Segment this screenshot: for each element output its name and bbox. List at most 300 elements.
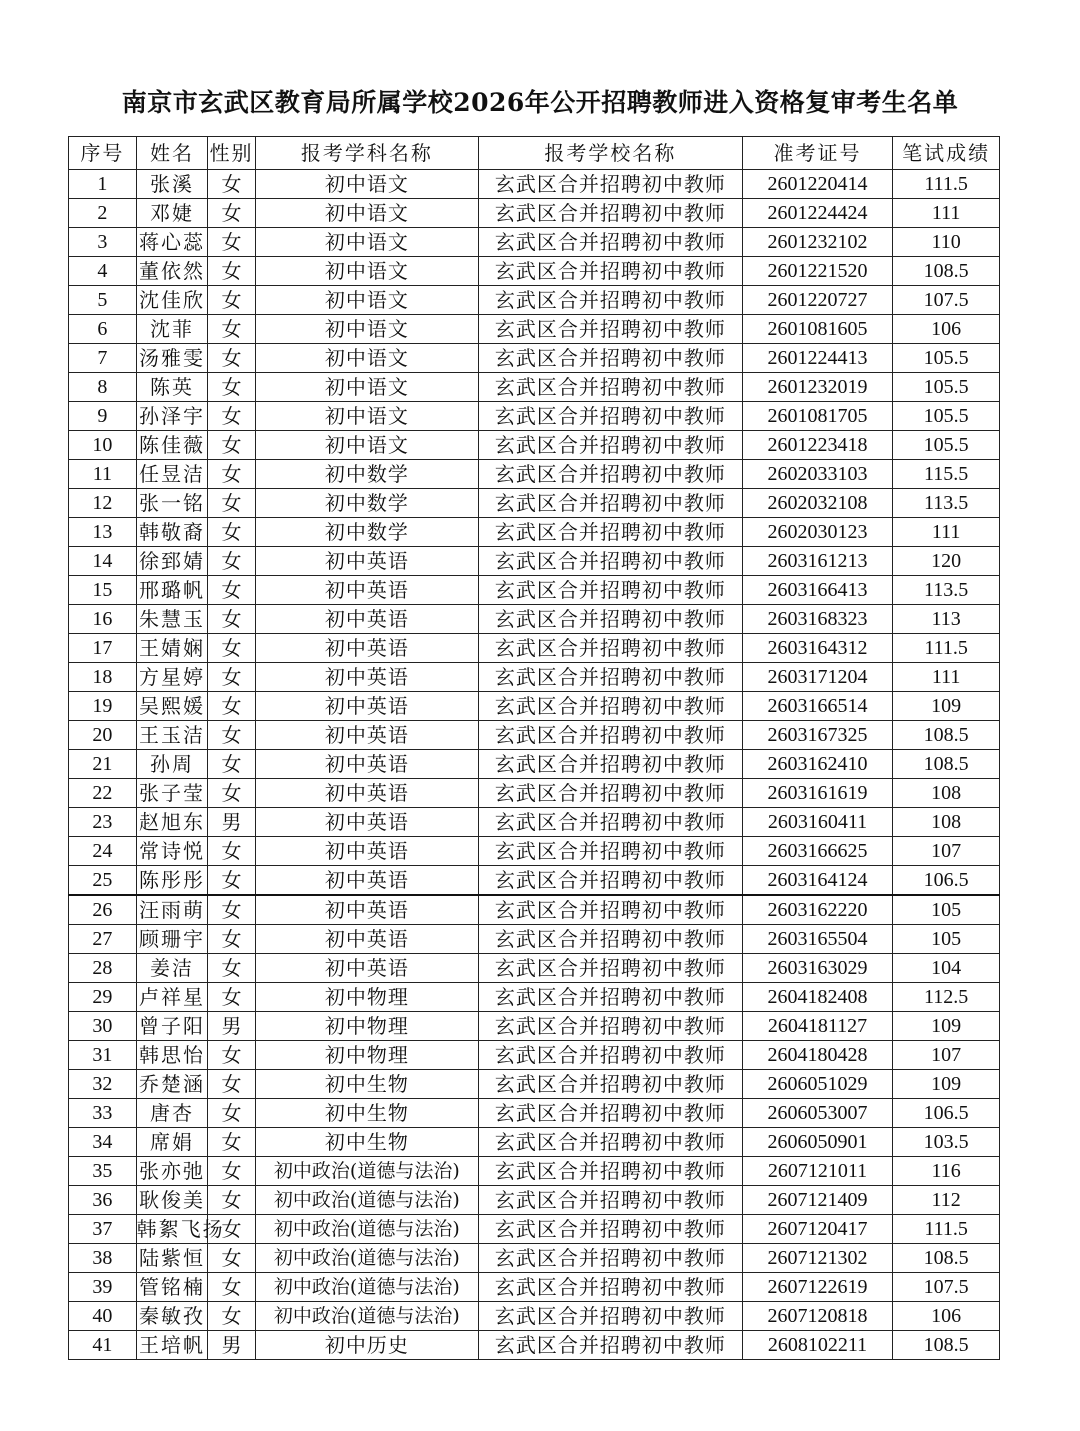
cell-name: 耿俊美 — [136, 1186, 208, 1215]
cell-gender: 女 — [208, 1302, 255, 1331]
cell-subject: 初中物理 — [255, 983, 479, 1012]
cell-ticket-number: 2601224413 — [742, 344, 893, 373]
cell-name: 孙周 — [136, 750, 208, 779]
cell-subject: 初中语文 — [255, 344, 479, 373]
cell-subject: 初中政治(道德与法治) — [255, 1157, 479, 1186]
cell-gender: 女 — [208, 344, 255, 373]
cell-name: 张一铭 — [136, 489, 208, 518]
cell-ticket-number: 2607120417 — [742, 1215, 893, 1244]
header-name: 姓名 — [136, 137, 208, 170]
table-row — [69, 228, 1000, 257]
cell-index: 21 — [69, 750, 137, 779]
table-row — [69, 605, 1000, 634]
cell-gender: 女 — [208, 286, 255, 315]
cell-name: 韩思怡 — [136, 1041, 208, 1070]
cell-gender: 女 — [208, 1041, 255, 1070]
cell-school: 玄武区合并招聘初中教师 — [479, 170, 743, 199]
cell-index: 11 — [69, 460, 137, 489]
cell-name: 汤雅雯 — [136, 344, 208, 373]
cell-name: 秦敏孜 — [136, 1302, 208, 1331]
cell-subject: 初中生物 — [255, 1070, 479, 1099]
cell-written-score: 107 — [893, 837, 1000, 866]
table-row — [69, 1331, 1000, 1360]
cell-name: 王婧娴 — [136, 634, 208, 663]
cell-ticket-number: 2607121409 — [742, 1186, 893, 1215]
cell-index: 2 — [69, 199, 137, 228]
cell-written-score: 112 — [893, 1186, 1000, 1215]
cell-subject: 初中政治(道德与法治) — [255, 1273, 479, 1302]
cell-index: 18 — [69, 663, 137, 692]
table-row — [69, 431, 1000, 460]
cell-name: 董依然 — [136, 257, 208, 286]
cell-school: 玄武区合并招聘初中教师 — [479, 663, 743, 692]
cell-ticket-number: 2607122619 — [742, 1273, 893, 1302]
cell-name: 管铭楠 — [136, 1273, 208, 1302]
cell-school: 玄武区合并招聘初中教师 — [479, 692, 743, 721]
cell-index: 1 — [69, 170, 137, 199]
cell-written-score: 106.5 — [893, 1099, 1000, 1128]
cell-subject: 初中英语 — [255, 692, 479, 721]
cell-gender: 女 — [208, 866, 255, 896]
cell-ticket-number: 2603161619 — [742, 779, 893, 808]
cell-ticket-number: 2603164124 — [742, 866, 893, 896]
table-row — [69, 634, 1000, 663]
table-row — [69, 402, 1000, 431]
table-row — [69, 866, 1000, 896]
cell-school: 玄武区合并招聘初中教师 — [479, 634, 743, 663]
cell-index: 25 — [69, 866, 137, 896]
cell-school: 玄武区合并招聘初中教师 — [479, 837, 743, 866]
table-row — [69, 170, 1000, 199]
table-row — [69, 257, 1000, 286]
cell-school: 玄武区合并招聘初中教师 — [479, 808, 743, 837]
cell-name: 张亦弛 — [136, 1157, 208, 1186]
table-row — [69, 576, 1000, 605]
cell-name: 姜洁 — [136, 954, 208, 983]
table-row — [69, 1273, 1000, 1302]
cell-ticket-number: 2602030123 — [742, 518, 893, 547]
cell-ticket-number: 2603166625 — [742, 837, 893, 866]
cell-name: 沈佳欣 — [136, 286, 208, 315]
cell-written-score: 111.5 — [893, 170, 1000, 199]
cell-written-score: 111 — [893, 518, 1000, 547]
cell-school: 玄武区合并招聘初中教师 — [479, 721, 743, 750]
cell-subject: 初中英语 — [255, 547, 479, 576]
cell-written-score: 113 — [893, 605, 1000, 634]
cell-index: 17 — [69, 634, 137, 663]
cell-school: 玄武区合并招聘初中教师 — [479, 1273, 743, 1302]
cell-gender: 女 — [208, 460, 255, 489]
cell-index: 14 — [69, 547, 137, 576]
cell-subject: 初中语文 — [255, 199, 479, 228]
cell-ticket-number: 2601223418 — [742, 431, 893, 460]
cell-index: 35 — [69, 1157, 137, 1186]
cell-index: 6 — [69, 315, 137, 344]
cell-subject: 初中历史 — [255, 1331, 479, 1360]
cell-school: 玄武区合并招聘初中教师 — [479, 983, 743, 1012]
cell-subject: 初中英语 — [255, 866, 479, 896]
cell-gender: 女 — [208, 954, 255, 983]
cell-subject: 初中生物 — [255, 1128, 479, 1157]
candidate-table — [68, 136, 1000, 1360]
table-row — [69, 315, 1000, 344]
table-row — [69, 1012, 1000, 1041]
cell-school: 玄武区合并招聘初中教师 — [479, 1012, 743, 1041]
cell-ticket-number: 2603171204 — [742, 663, 893, 692]
cell-name: 席娟 — [136, 1128, 208, 1157]
cell-school: 玄武区合并招聘初中教师 — [479, 1157, 743, 1186]
cell-subject: 初中物理 — [255, 1012, 479, 1041]
cell-written-score: 111 — [893, 199, 1000, 228]
cell-name: 王玉洁 — [136, 721, 208, 750]
cell-gender: 女 — [208, 228, 255, 257]
cell-subject: 初中语文 — [255, 170, 479, 199]
table-row — [69, 518, 1000, 547]
cell-index: 28 — [69, 954, 137, 983]
cell-ticket-number: 2606051029 — [742, 1070, 893, 1099]
cell-school: 玄武区合并招聘初中教师 — [479, 1331, 743, 1360]
cell-gender: 女 — [208, 837, 255, 866]
cell-index: 34 — [69, 1128, 137, 1157]
cell-gender: 女 — [208, 518, 255, 547]
table-row — [69, 983, 1000, 1012]
cell-ticket-number: 2602032108 — [742, 489, 893, 518]
cell-subject: 初中语文 — [255, 257, 479, 286]
cell-written-score: 109 — [893, 1012, 1000, 1041]
cell-name: 王培帆 — [136, 1331, 208, 1360]
header-school: 报考学校名称 — [479, 137, 743, 170]
cell-index: 19 — [69, 692, 137, 721]
cell-index: 22 — [69, 779, 137, 808]
cell-gender: 女 — [208, 431, 255, 460]
cell-name: 朱慧玉 — [136, 605, 208, 634]
cell-ticket-number: 2602033103 — [742, 460, 893, 489]
cell-subject: 初中数学 — [255, 460, 479, 489]
cell-index: 10 — [69, 431, 137, 460]
cell-gender: 女 — [208, 547, 255, 576]
cell-ticket-number: 2607121011 — [742, 1157, 893, 1186]
cell-school: 玄武区合并招聘初中教师 — [479, 431, 743, 460]
cell-school: 玄武区合并招聘初中教师 — [479, 460, 743, 489]
cell-name: 陈英 — [136, 373, 208, 402]
cell-school: 玄武区合并招聘初中教师 — [479, 750, 743, 779]
cell-gender: 女 — [208, 721, 255, 750]
table-row — [69, 1070, 1000, 1099]
cell-written-score: 112.5 — [893, 983, 1000, 1012]
cell-subject: 初中语文 — [255, 315, 479, 344]
cell-ticket-number: 2603162410 — [742, 750, 893, 779]
cell-written-score: 107 — [893, 1041, 1000, 1070]
cell-subject: 初中英语 — [255, 895, 479, 925]
cell-ticket-number: 2603166514 — [742, 692, 893, 721]
cell-school: 玄武区合并招聘初中教师 — [479, 779, 743, 808]
cell-name: 徐郅婧 — [136, 547, 208, 576]
cell-ticket-number: 2603165504 — [742, 925, 893, 954]
cell-name: 韩敬裔 — [136, 518, 208, 547]
cell-written-score: 106 — [893, 1302, 1000, 1331]
cell-name: 方星婷 — [136, 663, 208, 692]
cell-gender: 女 — [208, 1070, 255, 1099]
cell-gender: 女 — [208, 402, 255, 431]
header-written-score: 笔试成绩 — [893, 137, 1000, 170]
cell-index: 15 — [69, 576, 137, 605]
header-ticket-number: 准考证号 — [742, 137, 893, 170]
cell-written-score: 108.5 — [893, 257, 1000, 286]
cell-name: 孙泽宇 — [136, 402, 208, 431]
cell-name: 邢璐帆 — [136, 576, 208, 605]
document-title: 南京市玄武区教育局所属学校2026年公开招聘教师进入资格复审考生名单 — [121, 88, 959, 117]
cell-gender: 男 — [208, 1331, 255, 1360]
cell-ticket-number: 2604181127 — [742, 1012, 893, 1041]
cell-name: 邓婕 — [136, 199, 208, 228]
cell-index: 16 — [69, 605, 137, 634]
cell-written-score: 108.5 — [893, 1244, 1000, 1273]
table-row — [69, 344, 1000, 373]
cell-name: 陆紫恒 — [136, 1244, 208, 1273]
cell-index: 29 — [69, 983, 137, 1012]
cell-ticket-number: 2604180428 — [742, 1041, 893, 1070]
cell-school: 玄武区合并招聘初中教师 — [479, 1041, 743, 1070]
table-row — [69, 1099, 1000, 1128]
cell-written-score: 105 — [893, 895, 1000, 925]
cell-subject: 初中英语 — [255, 925, 479, 954]
cell-school: 玄武区合并招聘初中教师 — [479, 605, 743, 634]
cell-school: 玄武区合并招聘初中教师 — [479, 954, 743, 983]
cell-name: 赵旭东 — [136, 808, 208, 837]
table-row — [69, 373, 1000, 402]
cell-ticket-number: 2601232019 — [742, 373, 893, 402]
table-row — [69, 547, 1000, 576]
cell-written-score: 105 — [893, 925, 1000, 954]
cell-subject: 初中英语 — [255, 837, 479, 866]
cell-index: 3 — [69, 228, 137, 257]
cell-index: 38 — [69, 1244, 137, 1273]
cell-written-score: 109 — [893, 692, 1000, 721]
cell-gender: 女 — [208, 1215, 255, 1244]
cell-gender: 女 — [208, 489, 255, 518]
cell-ticket-number: 2601081705 — [742, 402, 893, 431]
cell-written-score: 111.5 — [893, 634, 1000, 663]
cell-ticket-number: 2606053007 — [742, 1099, 893, 1128]
cell-gender: 女 — [208, 257, 255, 286]
cell-name: 蒋心蕊 — [136, 228, 208, 257]
cell-index: 40 — [69, 1302, 137, 1331]
cell-ticket-number: 2601224424 — [742, 199, 893, 228]
cell-school: 玄武区合并招聘初中教师 — [479, 1186, 743, 1215]
table-row — [69, 808, 1000, 837]
cell-subject: 初中英语 — [255, 605, 479, 634]
cell-index: 41 — [69, 1331, 137, 1360]
table-row — [69, 663, 1000, 692]
cell-ticket-number: 2601221520 — [742, 257, 893, 286]
cell-gender: 女 — [208, 983, 255, 1012]
cell-school: 玄武区合并招聘初中教师 — [479, 315, 743, 344]
cell-index: 4 — [69, 257, 137, 286]
cell-subject: 初中数学 — [255, 489, 479, 518]
table-row — [69, 1244, 1000, 1273]
table-body — [69, 170, 1000, 1360]
cell-written-score: 105.5 — [893, 431, 1000, 460]
cell-written-score: 108.5 — [893, 1331, 1000, 1360]
cell-gender: 女 — [208, 373, 255, 402]
table-row — [69, 489, 1000, 518]
cell-index: 39 — [69, 1273, 137, 1302]
cell-name: 乔楚涵 — [136, 1070, 208, 1099]
cell-gender: 女 — [208, 576, 255, 605]
cell-subject: 初中政治(道德与法治) — [255, 1244, 479, 1273]
table-row — [69, 925, 1000, 954]
cell-ticket-number: 2603166413 — [742, 576, 893, 605]
cell-index: 9 — [69, 402, 137, 431]
cell-name: 卢祥星 — [136, 983, 208, 1012]
cell-ticket-number: 2603163029 — [742, 954, 893, 983]
cell-name: 常诗悦 — [136, 837, 208, 866]
cell-subject: 初中英语 — [255, 750, 479, 779]
cell-school: 玄武区合并招聘初中教师 — [479, 1128, 743, 1157]
header-subject: 报考学科名称 — [255, 137, 479, 170]
table-row — [69, 1157, 1000, 1186]
cell-written-score: 108 — [893, 779, 1000, 808]
cell-school: 玄武区合并招聘初中教师 — [479, 1302, 743, 1331]
cell-subject: 初中语文 — [255, 286, 479, 315]
cell-name: 顾珊宇 — [136, 925, 208, 954]
cell-index: 23 — [69, 808, 137, 837]
cell-gender: 女 — [208, 750, 255, 779]
cell-school: 玄武区合并招聘初中教师 — [479, 199, 743, 228]
cell-ticket-number: 2601232102 — [742, 228, 893, 257]
cell-index: 7 — [69, 344, 137, 373]
cell-index: 26 — [69, 895, 137, 925]
cell-ticket-number: 2601081605 — [742, 315, 893, 344]
cell-written-score: 120 — [893, 547, 1000, 576]
cell-subject: 初中语文 — [255, 373, 479, 402]
cell-ticket-number: 2603167325 — [742, 721, 893, 750]
cell-written-score: 107.5 — [893, 286, 1000, 315]
cell-name: 陈彤彤 — [136, 866, 208, 896]
cell-gender: 女 — [208, 779, 255, 808]
cell-index: 30 — [69, 1012, 137, 1041]
cell-written-score: 108.5 — [893, 750, 1000, 779]
cell-subject: 初中政治(道德与法治) — [255, 1215, 479, 1244]
cell-written-score: 113.5 — [893, 576, 1000, 605]
cell-school: 玄武区合并招聘初中教师 — [479, 1070, 743, 1099]
cell-name: 任昱洁 — [136, 460, 208, 489]
cell-index: 31 — [69, 1041, 137, 1070]
cell-written-score: 104 — [893, 954, 1000, 983]
cell-subject: 初中英语 — [255, 808, 479, 837]
cell-name: 曾子阳 — [136, 1012, 208, 1041]
cell-ticket-number: 2603160411 — [742, 808, 893, 837]
cell-school: 玄武区合并招聘初中教师 — [479, 1244, 743, 1273]
cell-gender: 女 — [208, 1128, 255, 1157]
cell-school: 玄武区合并招聘初中教师 — [479, 547, 743, 576]
cell-ticket-number: 2607120818 — [742, 1302, 893, 1331]
cell-school: 玄武区合并招聘初中教师 — [479, 373, 743, 402]
table-row — [69, 460, 1000, 489]
table-row — [69, 286, 1000, 315]
cell-written-score: 111 — [893, 663, 1000, 692]
table-header-row — [69, 137, 1000, 170]
cell-ticket-number: 2603164312 — [742, 634, 893, 663]
cell-gender: 女 — [208, 925, 255, 954]
cell-written-score: 105.5 — [893, 373, 1000, 402]
cell-subject: 初中英语 — [255, 779, 479, 808]
cell-written-score: 108.5 — [893, 721, 1000, 750]
cell-name: 陈佳薇 — [136, 431, 208, 460]
cell-index: 36 — [69, 1186, 137, 1215]
cell-gender: 女 — [208, 1099, 255, 1128]
cell-written-score: 116 — [893, 1157, 1000, 1186]
cell-written-score: 105.5 — [893, 344, 1000, 373]
table-row — [69, 1215, 1000, 1244]
cell-gender: 女 — [208, 170, 255, 199]
cell-gender: 女 — [208, 1273, 255, 1302]
cell-ticket-number: 2608102211 — [742, 1331, 893, 1360]
cell-ticket-number: 2604182408 — [742, 983, 893, 1012]
cell-ticket-number: 2607121302 — [742, 1244, 893, 1273]
cell-school: 玄武区合并招聘初中教师 — [479, 1215, 743, 1244]
table-row — [69, 750, 1000, 779]
cell-written-score: 111.5 — [893, 1215, 1000, 1244]
header-gender: 性别 — [208, 137, 255, 170]
cell-school: 玄武区合并招聘初中教师 — [479, 402, 743, 431]
cell-subject: 初中语文 — [255, 402, 479, 431]
cell-name: 张子莹 — [136, 779, 208, 808]
cell-name: 唐杏 — [136, 1099, 208, 1128]
table-row — [69, 1186, 1000, 1215]
table-row — [69, 954, 1000, 983]
table-row — [69, 721, 1000, 750]
cell-written-score: 106.5 — [893, 866, 1000, 896]
cell-school: 玄武区合并招聘初中教师 — [479, 489, 743, 518]
cell-name: 韩絮飞扬 — [136, 1215, 208, 1244]
cell-written-score: 103.5 — [893, 1128, 1000, 1157]
cell-ticket-number: 2603168323 — [742, 605, 893, 634]
cell-school: 玄武区合并招聘初中教师 — [479, 1099, 743, 1128]
cell-school: 玄武区合并招聘初中教师 — [479, 576, 743, 605]
cell-name: 汪雨萌 — [136, 895, 208, 925]
cell-index: 12 — [69, 489, 137, 518]
cell-name: 吴熙媛 — [136, 692, 208, 721]
cell-gender: 女 — [208, 1186, 255, 1215]
cell-school: 玄武区合并招聘初中教师 — [479, 286, 743, 315]
cell-index: 5 — [69, 286, 137, 315]
cell-gender: 女 — [208, 895, 255, 925]
cell-name: 张溪 — [136, 170, 208, 199]
cell-name: 沈菲 — [136, 315, 208, 344]
cell-gender: 女 — [208, 634, 255, 663]
cell-subject: 初中英语 — [255, 634, 479, 663]
cell-gender: 男 — [208, 808, 255, 837]
cell-ticket-number: 2606050901 — [742, 1128, 893, 1157]
cell-written-score: 110 — [893, 228, 1000, 257]
cell-gender: 女 — [208, 692, 255, 721]
cell-written-score: 108 — [893, 808, 1000, 837]
cell-index: 27 — [69, 925, 137, 954]
cell-index: 8 — [69, 373, 137, 402]
cell-index: 32 — [69, 1070, 137, 1099]
cell-school: 玄武区合并招聘初中教师 — [479, 518, 743, 547]
cell-subject: 初中政治(道德与法治) — [255, 1302, 479, 1331]
cell-subject: 初中英语 — [255, 721, 479, 750]
table-row — [69, 779, 1000, 808]
cell-subject: 初中英语 — [255, 954, 479, 983]
cell-written-score: 105.5 — [893, 402, 1000, 431]
cell-school: 玄武区合并招聘初中教师 — [479, 925, 743, 954]
cell-subject: 初中物理 — [255, 1041, 479, 1070]
cell-gender: 女 — [208, 605, 255, 634]
table-row — [69, 1041, 1000, 1070]
